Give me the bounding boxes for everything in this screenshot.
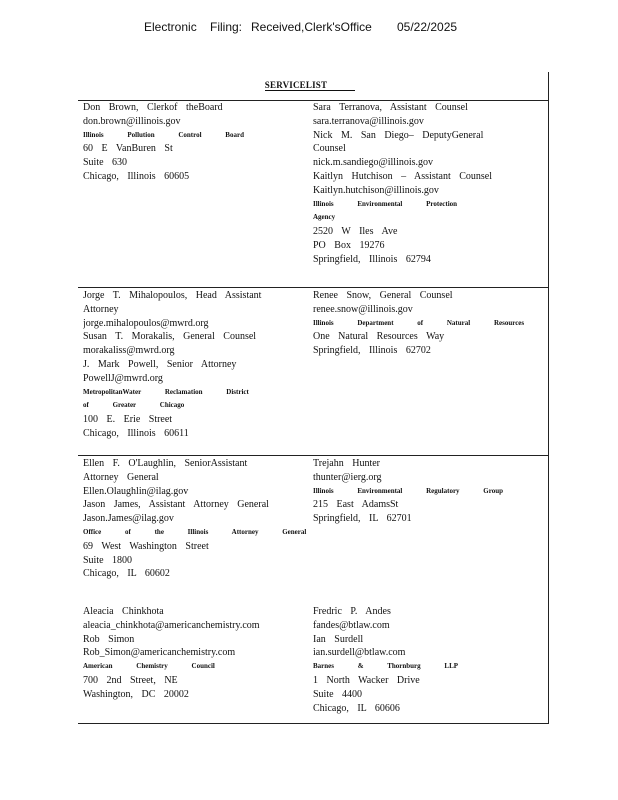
contact-name: Aleacia Chinkhota <box>83 606 164 617</box>
organization-name: Agency <box>313 213 336 222</box>
organization-name: American Chemistry Council <box>83 662 215 671</box>
service-list-title: SERVICELIST <box>78 80 548 90</box>
contact-title: Counsel <box>313 143 346 155</box>
contact-email: fandes@btlaw.com <box>313 619 390 631</box>
address-line: 215 East AdamsSt <box>313 499 399 511</box>
address-line: Chicago, Illinois 60605 <box>83 170 190 182</box>
organization-name: Office of the Illinois Attorney General <box>83 527 307 536</box>
organization-name: of Greater Chicago <box>83 401 185 410</box>
contact-name: J. Mark Powell, Senior Attorney <box>83 358 237 370</box>
contact-name: Rob Simon <box>83 633 135 645</box>
contact-email: Jason.James@ilag.gov <box>83 513 174 525</box>
organization-name: Illinois Pollution Control Board <box>83 130 244 139</box>
contact-email: sara.terranova@illinois.gov <box>313 115 424 127</box>
address-line: Chicago, IL 60606 <box>313 702 400 714</box>
address-line: Springfield, Illinois 62794 <box>313 253 431 265</box>
contact-email: thunter@ierg.org <box>313 471 382 483</box>
contact-email: Ellen.Olaughlin@ilag.gov <box>83 485 189 497</box>
service-entry-attorney-general <box>83 457 308 581</box>
address-line: 60 E VanBuren St <box>83 143 173 155</box>
service-entry-mwrd <box>83 289 308 441</box>
address-line: Chicago, Illinois 60611 <box>83 427 189 439</box>
service-entry-idnr <box>313 289 543 358</box>
address-line: Washington, DC 20002 <box>83 688 189 700</box>
address-line: 100 E. Erie Street <box>83 414 173 426</box>
service-entry-acc <box>83 605 308 702</box>
address-line: Springfield, IL 62701 <box>313 513 412 525</box>
contact-email: PowellJ@mwrd.org <box>83 372 163 384</box>
service-entry-barnes-thornburg <box>313 605 543 715</box>
address-line: Springfield, Illinois 62702 <box>313 345 431 357</box>
contact-name: Jorge T. Mihalopoulos, Head Assistant <box>83 290 262 301</box>
contact-name: Ellen F. O'Laughlin, SeniorAssistant <box>83 458 248 469</box>
contact-name: Fredric P. Andes <box>313 606 391 617</box>
contact-name: Susan T. Morakalis, General Counsel <box>83 331 257 343</box>
contact-email: Kaitlyn.hutchison@illinois.gov <box>313 184 439 196</box>
organization-name: Illinois Environmental Protection <box>313 199 458 208</box>
contact-name: Renee Snow, General Counsel <box>313 290 453 301</box>
contact-email: don.brown@illinois.gov <box>83 115 181 127</box>
address-line: 69 West Washington Street <box>83 540 209 552</box>
contact-name: Nick M. San Diego– DeputyGeneral <box>313 129 484 141</box>
stamp-electronic: Electronic <box>144 20 197 34</box>
service-entry-iepa <box>313 101 543 267</box>
address-line: Suite 630 <box>83 157 128 169</box>
contact-email: renee.snow@illinois.gov <box>313 303 413 315</box>
contact-title: Attorney <box>83 303 119 315</box>
service-entry-board <box>83 101 308 184</box>
contact-name: Jason James, Assistant Attorney General <box>83 499 269 511</box>
address-line: PO Box 19276 <box>313 239 385 251</box>
contact-name: Kaitlyn Hutchison – Assistant Counsel <box>313 170 492 182</box>
contact-title: Attorney General <box>83 471 159 483</box>
contact-name: Sara Terranova, Assistant Counsel <box>313 102 468 113</box>
address-line: Suite 4400 <box>313 688 363 700</box>
row-divider <box>78 455 548 456</box>
address-line: 1 North Wacker Drive <box>313 674 420 686</box>
contact-name: Ian Surdell <box>313 633 364 645</box>
contact-email: jorge.mihalopoulos@mwrd.org <box>83 317 209 329</box>
service-list-table <box>78 72 549 724</box>
address-line: 700 2nd Street, NE <box>83 674 178 686</box>
contact-name: Don Brown, Clerkof theBoard <box>83 102 223 113</box>
address-line: Suite 1800 <box>83 554 133 566</box>
organization-name: MetropolitanWater Reclamation District <box>83 387 249 396</box>
contact-email: morakaliss@mwrd.org <box>83 345 175 357</box>
contact-email: ian.surdell@btlaw.com <box>313 647 406 659</box>
service-entry-ierg <box>313 457 543 526</box>
contact-email: Rob_Simon@americanchemistry.com <box>83 647 236 659</box>
row-divider <box>78 287 548 288</box>
contact-name: Trejahn Hunter <box>313 458 381 469</box>
contact-email: aleacia_chinkhota@americanchemistry.com <box>83 619 260 631</box>
address-line: Chicago, IL 60602 <box>83 568 170 580</box>
address-line: One Natural Resources Way <box>313 331 445 343</box>
stamp-date: 05/22/2025 <box>397 20 458 34</box>
organization-name: Barnes & Thornburg LLP <box>313 662 459 671</box>
contact-email: nick.m.sandiego@illinois.gov <box>313 157 434 169</box>
organization-name: Illinois Environmental Regulatory Group <box>313 486 504 495</box>
stamp-received: Received,Clerk'sOffice <box>251 20 372 34</box>
address-line: 2520 W Iles Ave <box>313 226 398 238</box>
stamp-filing: Filing: <box>210 20 243 34</box>
organization-name: Illinois Department of Natural Resources <box>313 318 525 327</box>
